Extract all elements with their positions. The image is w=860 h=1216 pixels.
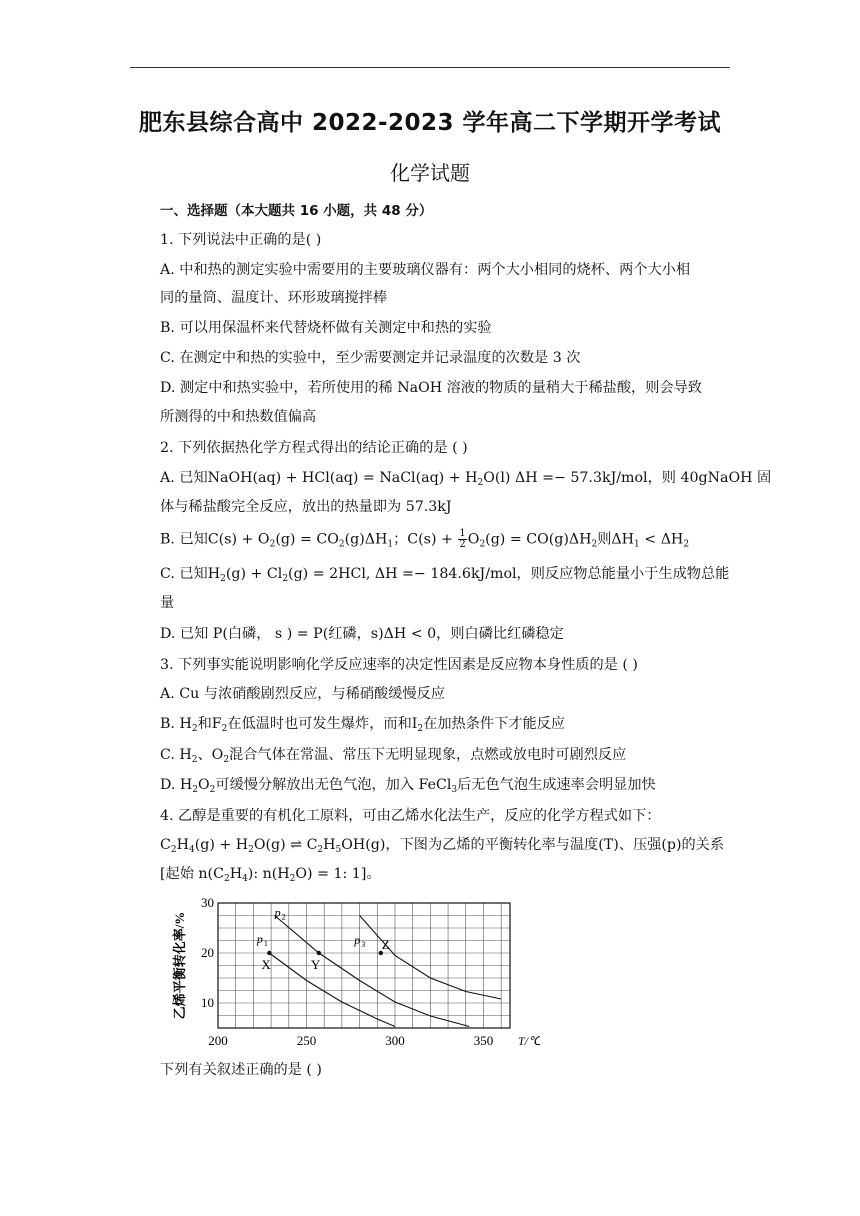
point-y [317, 951, 321, 955]
x-tick-label: 300 [385, 1033, 405, 1048]
q2-option-c-line1: C. 已知$H_2(g) + Cl_2(g) = 2HCl$, ΔH =− 184.6kJ/mol，则反应物总能量小于生成物总能 [160, 566, 730, 584]
curve-label-sub-p1: 1 [263, 939, 268, 948]
q4-followup: 下列有关叙述正确的是 ( ) [160, 1062, 322, 1078]
q3-option-c: C. $H_2$、$O_2$混合气体在常温、常压下无明显现象，点燃或放电时可剧烈反应 [160, 747, 627, 765]
header-rule [130, 67, 730, 68]
conversion-chart-svg [160, 893, 540, 1048]
q2-option-b: B. 已知$C(s) + O_2(g) = CO_2(g)\Delta H_1$；C(s) + $\frac{1}{2}$ $O_2(g) = CO(g)\Delta H_2$则$\Delta H_1 < \Delta H_2$ [160, 528, 690, 550]
x-tick-label: 250 [296, 1033, 317, 1048]
y-tick-label: 10 [201, 995, 214, 1010]
q2-option-a-line2: 体与稀盐酸完全反应，放出的热量即为 57.3kJ [160, 499, 452, 515]
section-heading: 一、选择题（本大题共 16 小题，共 48 分） [160, 203, 433, 219]
q3-stem: 3. 下列事实能说明影响化学反应速率的决定性因素是反应物本身性质的是 ( ) [160, 657, 638, 673]
point-x [267, 951, 271, 955]
q1-option-a-line2: 同的量筒、温度计、环形玻璃搅拌棒 [160, 290, 388, 306]
q4-equation: $C_2H_4(g) + H_2O(g)$ ⇌ $C_2H_5OH(g)$，下图为乙烯的平衡转化率与温度(T)、压强(p)的关系 [160, 837, 725, 855]
q3-option-a: A. Cu 与浓硝酸剧烈反应，与稀硝酸缓慢反应 [160, 686, 445, 702]
one-half-fraction: $\frac{1}{2}$ [459, 528, 466, 550]
q4-condition: [起始 $n(C_2H_4)$: $n(H_2O) = 1$: 1]。 [160, 866, 381, 884]
q1-option-c: C. 在测定中和热的实验中，至少需要测定并记录温度的次数是 3 次 [160, 350, 581, 366]
x-tick-label: 200 [208, 1033, 228, 1048]
x-axis-label: T/℃ [518, 1034, 540, 1048]
q4-stem: 4. 乙醇是重要的有机化工原料，可由乙烯水化法生产，反应的化学方程式如下： [160, 808, 661, 824]
y-tick-label: 30 [201, 895, 214, 910]
q2-option-a-line1: A. 已知NaOH(aq) + HCl(aq) = NaCl(aq) + $H_2O(l) \Delta H =- 57.3kJ/mol$，则 40gNaOH 固 [160, 470, 772, 488]
y-axis-label: 乙烯平衡转化率/% [172, 911, 187, 1020]
point-label-z: Z [381, 937, 390, 952]
conversion-chart [160, 893, 540, 1052]
y-tick-label: 20 [201, 945, 214, 960]
q2-option-d: D. 已知 P(白磷， s ) = P(红磷，s)ΔH < 0，则白磷比红磷稳定 [160, 626, 564, 642]
curve-label-p2: p [274, 905, 281, 920]
exam-subtitle: 化学试题 [390, 161, 470, 185]
q3-option-b: B. $H_2$和$F_2$在低温时也可发生爆炸，而和$I_2$在加热条件下才能反应 [160, 716, 566, 734]
series-line-p2 [275, 916, 470, 1027]
q2-stem: 2. 下列依据热化学方程式得出的结论正确的是 ( ) [160, 440, 468, 456]
curve-label-sub-p2: 2 [281, 912, 286, 922]
exam-title: 肥东县综合高中 2022-2023 学年高二下学期开学考试 [138, 110, 722, 136]
point-label-y: Y [310, 957, 321, 972]
q3-option-d: D. $H_2O_2$可缓慢分解放出无色气泡，加入 FeCl$_3$后无色气泡生成速率会明显加快 [160, 777, 656, 795]
q1-option-a-line1: A. 中和热的测定实验中需要用的主要玻璃仪器有：两个大小相同的烧杯、两个大小相 [160, 262, 691, 278]
q1-option-b: B. 可以用保温杯来代替烧杯做有关测定中和热的实验 [160, 320, 492, 336]
q1-option-d-line2: 所测得的中和热数值偏高 [160, 409, 317, 425]
x-tick-label: 350 [473, 1033, 494, 1048]
q1-stem: 1. 下列说法中正确的是( ) [160, 232, 322, 248]
point-label-x: X [261, 957, 271, 972]
q2-option-c-line2: 量 [160, 595, 175, 611]
curve-label-p1: p [256, 932, 263, 946]
curve-label-sub-p3: 3 [361, 940, 366, 949]
q1-option-d-line1: D. 测定中和热实验中，若所使用的稀 NaOH 溶液的物质的量稍大于稀盐酸，则会导致 [160, 380, 702, 396]
curve-label-p3: p [354, 933, 361, 947]
